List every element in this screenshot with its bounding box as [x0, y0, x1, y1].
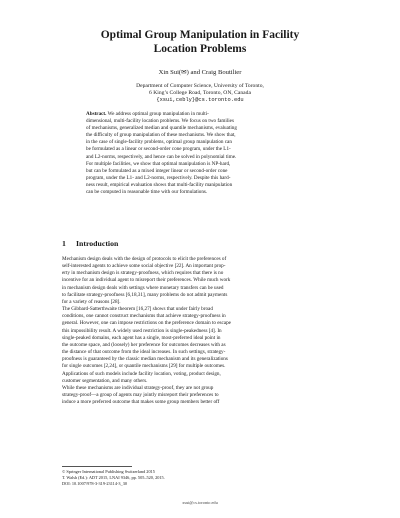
- body-line: the distance of that outcome from the ideal increases. In such settings, strategy-: [62, 349, 226, 356]
- footer-email: xsui@cs.toronto.edu: [182, 500, 218, 505]
- footnote-line-3: DOI: 10.1007/978-3-319-23114-3_30: [62, 481, 128, 486]
- author-email: {xsui,cebly}@cs.toronto.edu: [156, 97, 244, 104]
- body-line: for single outcomes [2,24], or quantile mechanisms [29] for multiple outcomes.: [62, 363, 226, 370]
- abstract-text-1: We address optimal group manipulation in multi-: [107, 111, 209, 117]
- abstract-line-3: of mechanisms, generalized median and quantile mechanisms, evaluating: [86, 125, 237, 132]
- title-line-1: Optimal Group Manipulation in Facility: [100, 29, 300, 41]
- body-line: in mechanism design deals with settings where monetary transfers can be used: [62, 284, 224, 291]
- abstract-line-10: program, under the L1- and L2-norms, respectively. Despite this hard-: [86, 174, 231, 181]
- copyright-footnote: [62, 469, 339, 487]
- body-line: erty in mechanism design is strategy-proofness, which requires that there is no: [62, 270, 224, 277]
- footnote-line-1: © Springer International Publishing Switzerland 2015: [62, 469, 155, 474]
- body-line: While these mechanisms are individual strategy-proof, they are not group: [62, 384, 214, 391]
- body-line: to facilitate strategy-proofness [6,18,31], many problems do not admit payments: [62, 291, 228, 298]
- body-line: the outcome space, and (loosely) her preference for outcomes decreases with as: [62, 341, 226, 348]
- footnote-divider: [62, 466, 132, 467]
- abstract-label: Abstract.: [86, 111, 107, 117]
- abstract-line-7: and L2-norms, respectively, and hence can be solved in polynomial time.: [86, 153, 237, 160]
- footnote-line-2: T. Walsh (Ed.): ADT 2015, LNAI 9346, pp. 505–520, 2015.: [62, 475, 165, 480]
- body-line: conditions, one cannot construct mechanisms that achieve strategy-proofness in: [62, 313, 226, 320]
- abstract-line-5: in the case of single-facility problems, optimal group manipulation can: [86, 139, 232, 146]
- body-line: Mechanism design deals with the design of protocols to elicit the preferences of: [62, 256, 227, 262]
- paper-title: [0, 28, 400, 56]
- affiliation-line-2: 6 King’s College Road, Toronto, ON, Canada: [149, 90, 251, 97]
- abstract-line-4: the difficulty of group manipulation of these mechanisms. We show that,: [86, 132, 236, 139]
- body-line: The Gibbard-Satterthwaite theorem [16,27] shows that under fairly broad: [62, 306, 213, 313]
- body-line: customer segmentation, and many others.: [62, 377, 148, 384]
- abstract-line-8: For multiple facilities, we show that optimal manipulation is NP-hard,: [86, 160, 231, 167]
- body-text: [62, 256, 339, 406]
- abstract-line-11: ness result, empirical evaluation shows that multi-facility manipulation: [86, 181, 233, 188]
- title-line-2: Location Problems: [153, 43, 247, 55]
- body-line: strategy-proof—a group of agents may jointly misreport their preferences to: [62, 391, 219, 398]
- body-line: for a variety of reasons [28].: [62, 298, 121, 305]
- affiliation: [0, 83, 400, 105]
- body-line: induce a more preferred outcome that makes some group members better off: [62, 399, 220, 406]
- abstract: [86, 111, 316, 196]
- abstract-line-9: but can be formulated as a mixed integer linear or second-order cone: [86, 167, 228, 174]
- body-line: proofness is guaranteed by the classic median mechanism and its generalizations: [62, 356, 228, 363]
- body-line: self-interested agents to achieve some social objective [22]. An important prop-: [62, 263, 226, 270]
- author-list: Xin Sui(✉) and Craig Boutilier: [158, 69, 242, 76]
- body-line: incentive for an individual agent to misreport their preferences. While much work: [62, 277, 231, 284]
- abstract-line-12: can be computed in reasonable time with our formulations.: [86, 189, 208, 196]
- body-line: Applications of such models include facility location, voting, product design,: [62, 370, 221, 377]
- body-line: general. However, one can impose restrictions on the preference domain to escape: [62, 320, 231, 327]
- body-line: this impossibility result. A widely used restriction is single-peakedness [4]. In: [62, 327, 222, 334]
- section-heading: [62, 239, 342, 249]
- section-title: Introduction: [76, 239, 119, 248]
- abstract-line-2: dimensional, multi-facility location problems. We focus on two families: [86, 118, 234, 125]
- abstract-line-6: be formulated as a linear or second-order cone program, under the L1-: [86, 146, 231, 153]
- body-line: single-peaked domains, each agent has a single, most-preferred ideal point in: [62, 334, 221, 341]
- affiliation-line-1: Department of Computer Science, University of Toronto,: [136, 83, 264, 89]
- section-number: 1: [62, 239, 66, 248]
